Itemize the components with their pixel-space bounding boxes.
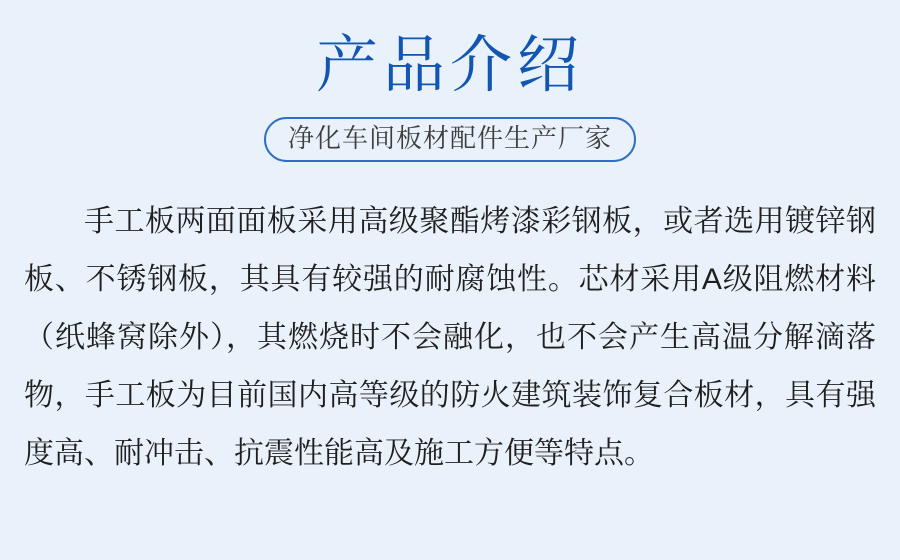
product-description: 手工板两面面板采用高级聚酯烤漆彩钢板，或者选用镀锌钢板、不锈钢板，其具有较强的耐腐蚀性。芯材采用A级阻燃材料（纸蜂窝除外），其燃烧时不会融化，也不会产生高温分解滴落物，手工板为目前国内高等级的防火建筑装饰复合板材，具有强度高、耐冲击、抗震性能高及施工方便等特点。 (24, 205, 876, 471)
subtitle-badge-row (0, 117, 900, 162)
subtitle-badge: 净化车间板材配件生产厂家 (264, 117, 636, 162)
page-title: 产品介绍 (315, 31, 584, 100)
